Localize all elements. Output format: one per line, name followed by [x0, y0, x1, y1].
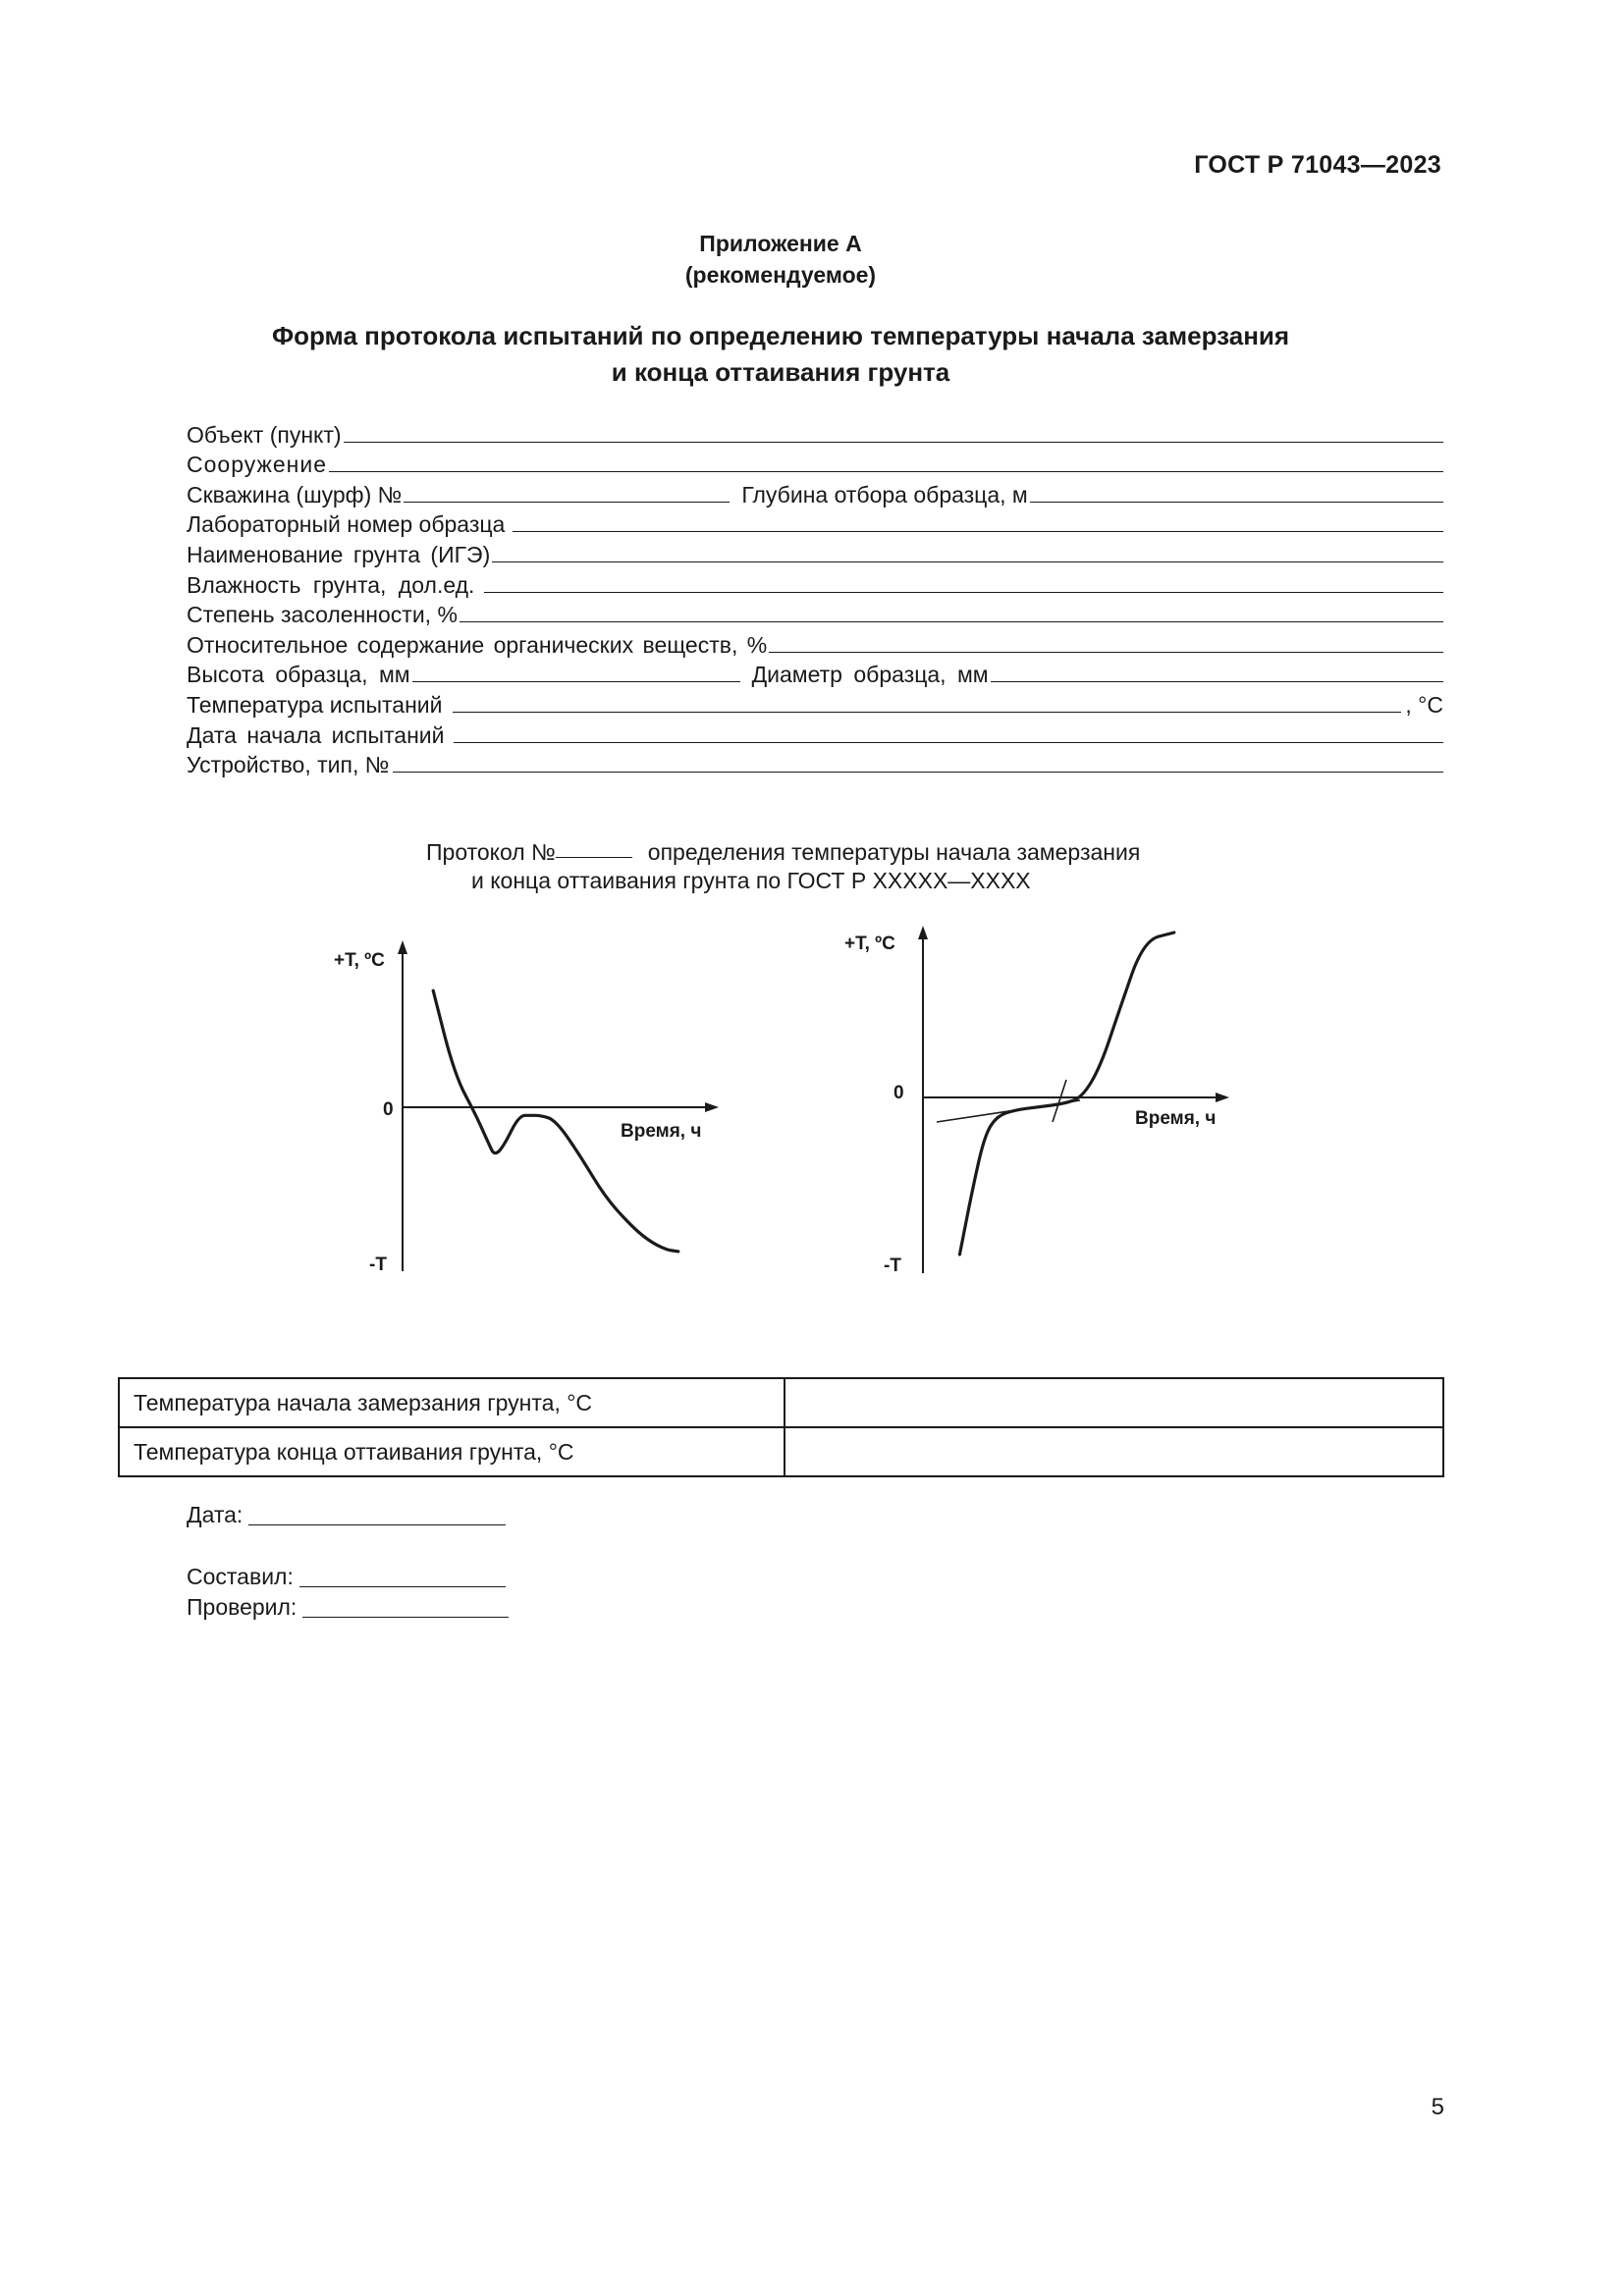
field-well-depth — [187, 476, 1443, 507]
field-object — [187, 416, 1443, 447]
field-lab-number-blank[interactable] — [513, 530, 1443, 532]
table-row — [119, 1378, 1443, 1427]
field-object-label: Объект (пункт) — [187, 421, 342, 448]
field-height-label: Высота образца, мм — [187, 662, 410, 688]
y-axis-arrow — [398, 940, 407, 954]
checked-label: Проверил: — [187, 1594, 298, 1620]
field-lab-number-label: Лабораторный номер образца — [187, 511, 506, 538]
appendix-heading — [0, 228, 1561, 291]
field-depth-label: Глубина отбора образца, м — [741, 481, 1028, 507]
y-axis-arrow — [918, 926, 928, 939]
x-axis-label: Время, ч — [621, 1121, 702, 1142]
thawing-temp-label: Температура конца оттаивания грунта, °С — [119, 1427, 785, 1476]
chart-axes — [398, 940, 719, 1271]
document-code: ГОСТ Р 71043—2023 — [1194, 151, 1441, 179]
field-start-date-label: Дата начала испытаний — [187, 721, 445, 748]
field-organic-blank[interactable] — [769, 651, 1443, 653]
field-salinity-label: Степень засоленности, % — [187, 602, 458, 628]
field-salinity — [187, 597, 1443, 627]
field-device — [187, 747, 1443, 777]
page-number: 5 — [1431, 2094, 1444, 2120]
protocol-number-blank[interactable] — [556, 856, 632, 858]
field-structure-label: Сооружение — [187, 452, 328, 478]
field-soil-name-blank[interactable] — [492, 561, 1443, 562]
field-moisture — [187, 566, 1443, 597]
field-test-temp-blank[interactable] — [453, 711, 1402, 713]
x-axis-label: Время, ч — [1135, 1108, 1217, 1129]
field-device-label: Устройство, тип, № — [187, 752, 390, 778]
date-label: Дата: — [187, 1502, 244, 1527]
table-row — [119, 1427, 1443, 1476]
thawing-temp-value-cell[interactable] — [785, 1427, 1443, 1476]
field-salinity-blank[interactable] — [460, 620, 1443, 622]
form-title-line1: Форма протокола испытаний по определению температуры начала замерзания — [271, 321, 1290, 350]
x-axis-arrow — [1216, 1093, 1229, 1102]
series-line — [959, 933, 1173, 1255]
field-organic — [187, 626, 1443, 657]
protocol-caption-text: определения температуры начала замерзания — [647, 839, 1141, 865]
protocol-caption-line2: и конца оттаивания грунта по ГОСТ Р ХХХХХ—ХХХХ — [471, 868, 1031, 893]
appendix-title: Приложение А — [699, 231, 862, 256]
freezing-temp-label: Температура начала замерзания грунта, °С — [119, 1378, 785, 1427]
y-axis-bottom-label: -T — [369, 1255, 387, 1275]
field-diameter-blank[interactable] — [991, 680, 1443, 682]
field-soil-name-label: Наименование грунта (ИГЭ) — [187, 541, 491, 567]
form-title-line2: и конца оттаивания грунта — [611, 357, 950, 387]
field-height-diameter — [187, 657, 1443, 687]
freezing-temp-value-cell[interactable] — [785, 1378, 1443, 1427]
field-soil-name — [187, 536, 1443, 566]
field-height-blank[interactable] — [412, 680, 740, 682]
field-structure — [187, 447, 1443, 477]
field-diameter-label: Диаметр образца, мм — [751, 662, 989, 688]
field-moisture-label: Влажность грунта, дол.ед. — [187, 571, 475, 598]
results-table — [118, 1377, 1444, 1477]
field-start-date — [187, 717, 1443, 747]
date-blank[interactable] — [248, 1523, 506, 1525]
field-object-blank[interactable] — [344, 441, 1443, 443]
checked-signature — [187, 1594, 509, 1621]
form-title — [0, 318, 1561, 391]
zero-label: 0 — [383, 1099, 394, 1120]
field-structure-blank[interactable] — [329, 470, 1443, 472]
freezing-curve-chart — [324, 933, 736, 1276]
field-test-temp-unit: , °С — [1405, 691, 1443, 718]
field-test-temp — [187, 686, 1443, 717]
compiled-label: Составил: — [187, 1564, 294, 1589]
field-depth-blank[interactable] — [1030, 501, 1443, 503]
y-axis-top-label: +T, ºC — [844, 934, 895, 954]
compiled-blank[interactable] — [299, 1585, 506, 1587]
x-axis-arrow — [705, 1102, 719, 1112]
protocol-caption-line1 — [422, 838, 1208, 867]
thawing-curve-chart — [835, 918, 1247, 1281]
date-signature — [187, 1502, 506, 1528]
protocol-number-label: Протокол № — [426, 839, 556, 865]
y-axis-bottom-label: -T — [884, 1255, 901, 1276]
tangent-line-steep — [1053, 1080, 1066, 1122]
y-axis-top-label: +T, ºC — [334, 950, 385, 971]
field-well-label: Скважина (шурф) № — [187, 481, 403, 507]
protocol-caption — [422, 838, 1208, 895]
field-moisture-blank[interactable] — [484, 591, 1443, 593]
field-well-blank[interactable] — [404, 501, 730, 503]
field-lab-number — [187, 507, 1443, 537]
protocol-fields — [187, 416, 1443, 776]
checked-blank[interactable] — [302, 1616, 509, 1618]
field-test-temp-label: Температура испытаний — [187, 691, 443, 718]
field-start-date-blank[interactable] — [454, 741, 1443, 743]
compiled-signature — [187, 1564, 506, 1590]
field-device-blank[interactable] — [393, 771, 1443, 773]
appendix-status: (рекомендуемое) — [684, 262, 877, 288]
field-organic-label: Относительное содержание органических веществ, % — [187, 631, 768, 658]
zero-label: 0 — [893, 1083, 904, 1103]
